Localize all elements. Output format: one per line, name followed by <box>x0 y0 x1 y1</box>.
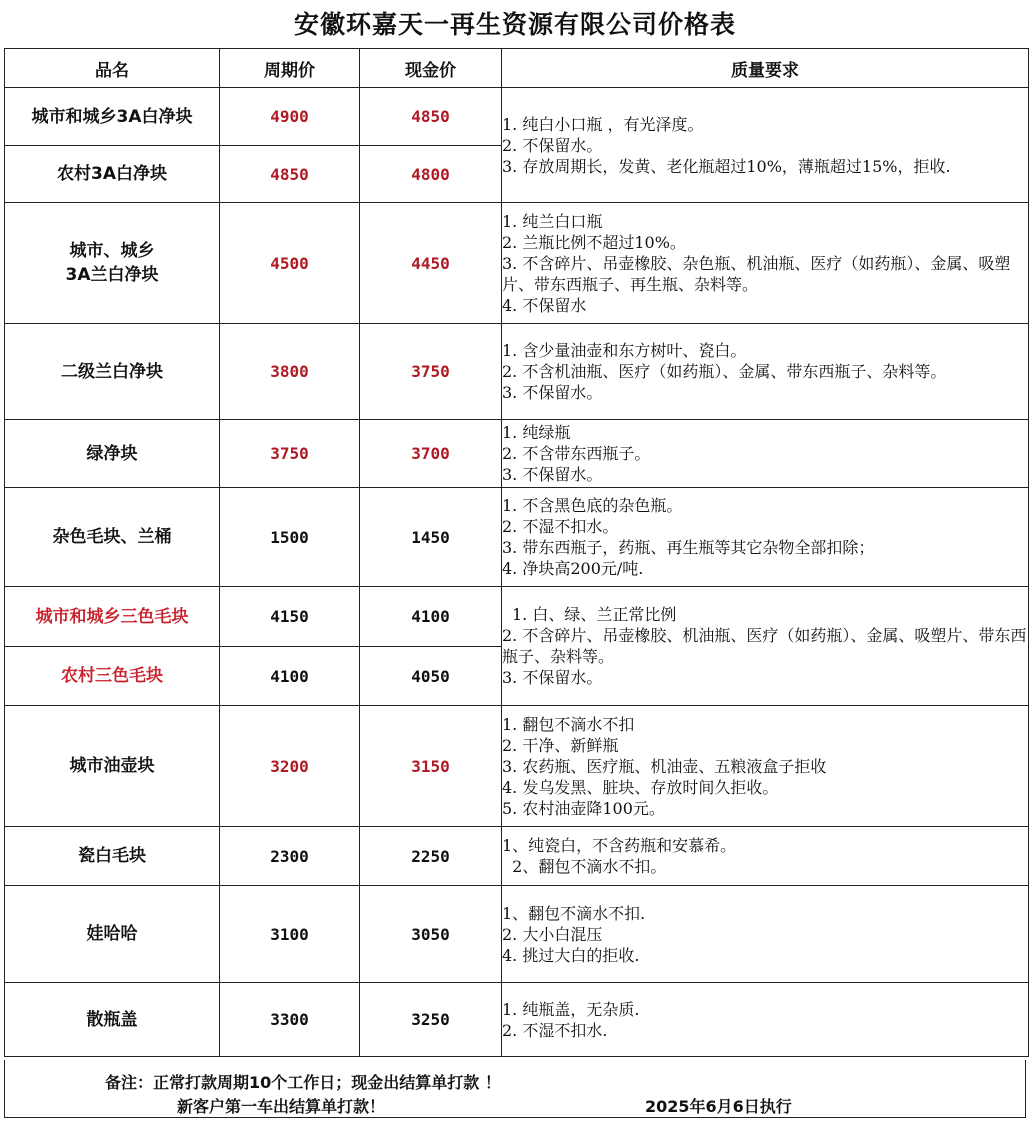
item-name: 瓷白毛块 <box>5 827 220 886</box>
cycle-price: 1500 <box>220 488 360 587</box>
requirement-line: 2. 不湿不扣水。 <box>502 517 619 536</box>
requirement-line: 3. 不保留水。 <box>502 668 603 687</box>
cycle-price: 4100 <box>220 647 360 706</box>
cycle-price: 3100 <box>220 886 360 983</box>
requirement-line: 1. 含少量油壶和东方树叶、瓷白。 <box>502 341 747 360</box>
requirement-line: 3. 带东西瓶子，药瓶、再生瓶等其它杂物全部扣除； <box>502 538 875 557</box>
item-name: 散瓶盖 <box>5 983 220 1057</box>
table-row <box>5 886 1029 983</box>
requirement-line: 2. 大小白混压 <box>502 924 603 944</box>
header-row <box>5 49 1029 88</box>
requirement-line: 4. 不保留水 <box>502 295 587 315</box>
effective-date: 2025年6月6日执行 <box>645 1097 792 1116</box>
quality-requirement <box>502 203 1029 324</box>
requirement-line: 3. 存放周期长，发黄、老化瓶超过10%，薄瓶超过15%，拒收. <box>502 156 951 176</box>
footer-note <box>4 1060 1026 1118</box>
requirement-line: 1. 纯瓶盖，无杂质. <box>502 999 640 1019</box>
requirement-line: 2. 不湿不扣水. <box>502 1020 608 1040</box>
table-row <box>5 203 1029 324</box>
item-name: 杂色毛块、兰桶 <box>5 488 220 587</box>
cycle-price: 4500 <box>220 203 360 324</box>
requirement-line: 4. 净块高200元/吨. <box>502 559 644 578</box>
quality-requirement <box>502 827 1029 886</box>
cash-price: 2250 <box>360 827 502 886</box>
requirement-line: 2. 不保留水。 <box>502 135 603 155</box>
table-row <box>5 827 1029 886</box>
item-name: 绿净块 <box>5 420 220 488</box>
cash-price: 3750 <box>360 324 502 420</box>
cash-price: 1450 <box>360 488 502 587</box>
header-quality: 质量要求 <box>502 49 1029 88</box>
quality-requirement <box>502 886 1029 983</box>
quality-requirement <box>502 488 1029 587</box>
cash-price: 4100 <box>360 587 502 647</box>
requirement-line: 1. 白、绿、兰正常比例 <box>512 605 677 624</box>
table-row <box>5 88 1029 146</box>
cash-price: 3700 <box>360 420 502 488</box>
table-row <box>5 706 1029 827</box>
new-customer-note: 新客户第一车出结算单打款！ <box>177 1097 386 1116</box>
header-name: 品名 <box>5 49 220 88</box>
requirement-line: 4. 挑过大白的拒收. <box>502 945 640 965</box>
cycle-price: 4900 <box>220 88 360 146</box>
requirement-line: 1. 纯兰白口瓶 <box>502 211 603 231</box>
requirement-line: 1. 纯绿瓶 <box>502 423 571 442</box>
requirement-line: 1、纯瓷白，不含药瓶和安慕希。 <box>502 836 737 855</box>
requirement-line: 1. 翻包不滴水不扣 <box>502 714 635 734</box>
item-name: 城市和城乡3A白净块 <box>5 88 220 146</box>
item-name-line: 城市、城乡 <box>69 241 155 261</box>
requirement-line: 4. 发乌发黑、脏块、存放时间久拒收。 <box>502 777 779 797</box>
item-name-line: 3A兰白净块 <box>65 265 159 285</box>
cycle-price: 3300 <box>220 983 360 1057</box>
cash-price: 3250 <box>360 983 502 1057</box>
requirement-line: 2. 不含机油瓶、医疗（如药瓶）、金属、带东西瓶子、杂料等。 <box>502 362 947 381</box>
requirement-line: 2、翻包不滴水不扣。 <box>502 857 667 876</box>
table-row <box>5 420 1029 488</box>
requirement-line: 2. 不含碎片、吊壶橡胶、机油瓶、医疗（如药瓶）、金属、吸塑片、带东西瓶子、杂料等。 <box>502 626 1027 666</box>
item-name: 二级兰白净块 <box>5 324 220 420</box>
requirement-line: 1. 不含黑色底的杂色瓶。 <box>502 496 683 515</box>
header-cycle-price: 周期价 <box>220 49 360 88</box>
header-cash-price: 现金价 <box>360 49 502 88</box>
requirement-line: 2. 兰瓶比例不超过10%。 <box>502 232 686 252</box>
requirement-line: 2. 干净、新鲜瓶 <box>502 735 619 755</box>
cash-price: 4050 <box>360 647 502 706</box>
cycle-price: 3200 <box>220 706 360 827</box>
table-row <box>5 587 1029 647</box>
table-row <box>5 983 1029 1057</box>
requirement-line: 2. 不含带东西瓶子。 <box>502 444 651 463</box>
cash-price: 4450 <box>360 203 502 324</box>
cash-price: 3150 <box>360 706 502 827</box>
cycle-price: 2300 <box>220 827 360 886</box>
payment-note: 备注：正常打款周期10个工作日；现金出结算单打款 ！ <box>105 1073 501 1092</box>
cash-price: 4800 <box>360 146 502 203</box>
quality-requirement <box>502 983 1029 1057</box>
item-name <box>5 203 220 324</box>
quality-requirement <box>502 420 1029 488</box>
page-title: 安徽环嘉天一再生资源有限公司价格表 <box>293 10 736 39</box>
cycle-price: 4850 <box>220 146 360 203</box>
item-name: 农村3A白净块 <box>5 146 220 203</box>
price-table <box>4 48 1029 1057</box>
item-name: 城市和城乡三色毛块 <box>5 587 220 647</box>
cycle-price: 4150 <box>220 587 360 647</box>
quality-requirement <box>502 88 1029 203</box>
quality-requirement <box>502 706 1029 827</box>
requirement-line: 3. 不保留水。 <box>502 465 603 484</box>
cycle-price: 3800 <box>220 324 360 420</box>
cash-price: 4850 <box>360 88 502 146</box>
requirement-line: 3. 不保留水。 <box>502 383 603 402</box>
item-name: 城市油壶块 <box>5 706 220 827</box>
requirement-line: 3. 农药瓶、医疗瓶、机油壶、五粮液盒子拒收 <box>502 756 827 776</box>
cash-price: 3050 <box>360 886 502 983</box>
requirement-line: 3. 不含碎片、吊壶橡胶、杂色瓶、机油瓶、医疗（如药瓶）、金属、吸塑片、带东西瓶子、再生瓶、杂料等。 <box>502 253 1011 294</box>
cycle-price: 3750 <box>220 420 360 488</box>
requirement-line: 1、翻包不滴水不扣. <box>502 903 646 923</box>
quality-requirement <box>502 324 1029 420</box>
requirement-line: 1. 纯白小口瓶 ，有光泽度。 <box>502 114 704 134</box>
table-row <box>5 324 1029 420</box>
item-name: 农村三色毛块 <box>5 647 220 706</box>
item-name: 娃哈哈 <box>5 886 220 983</box>
requirement-line: 5. 农村油壶降100元。 <box>502 798 665 818</box>
quality-requirement <box>502 587 1029 706</box>
table-row <box>5 488 1029 587</box>
